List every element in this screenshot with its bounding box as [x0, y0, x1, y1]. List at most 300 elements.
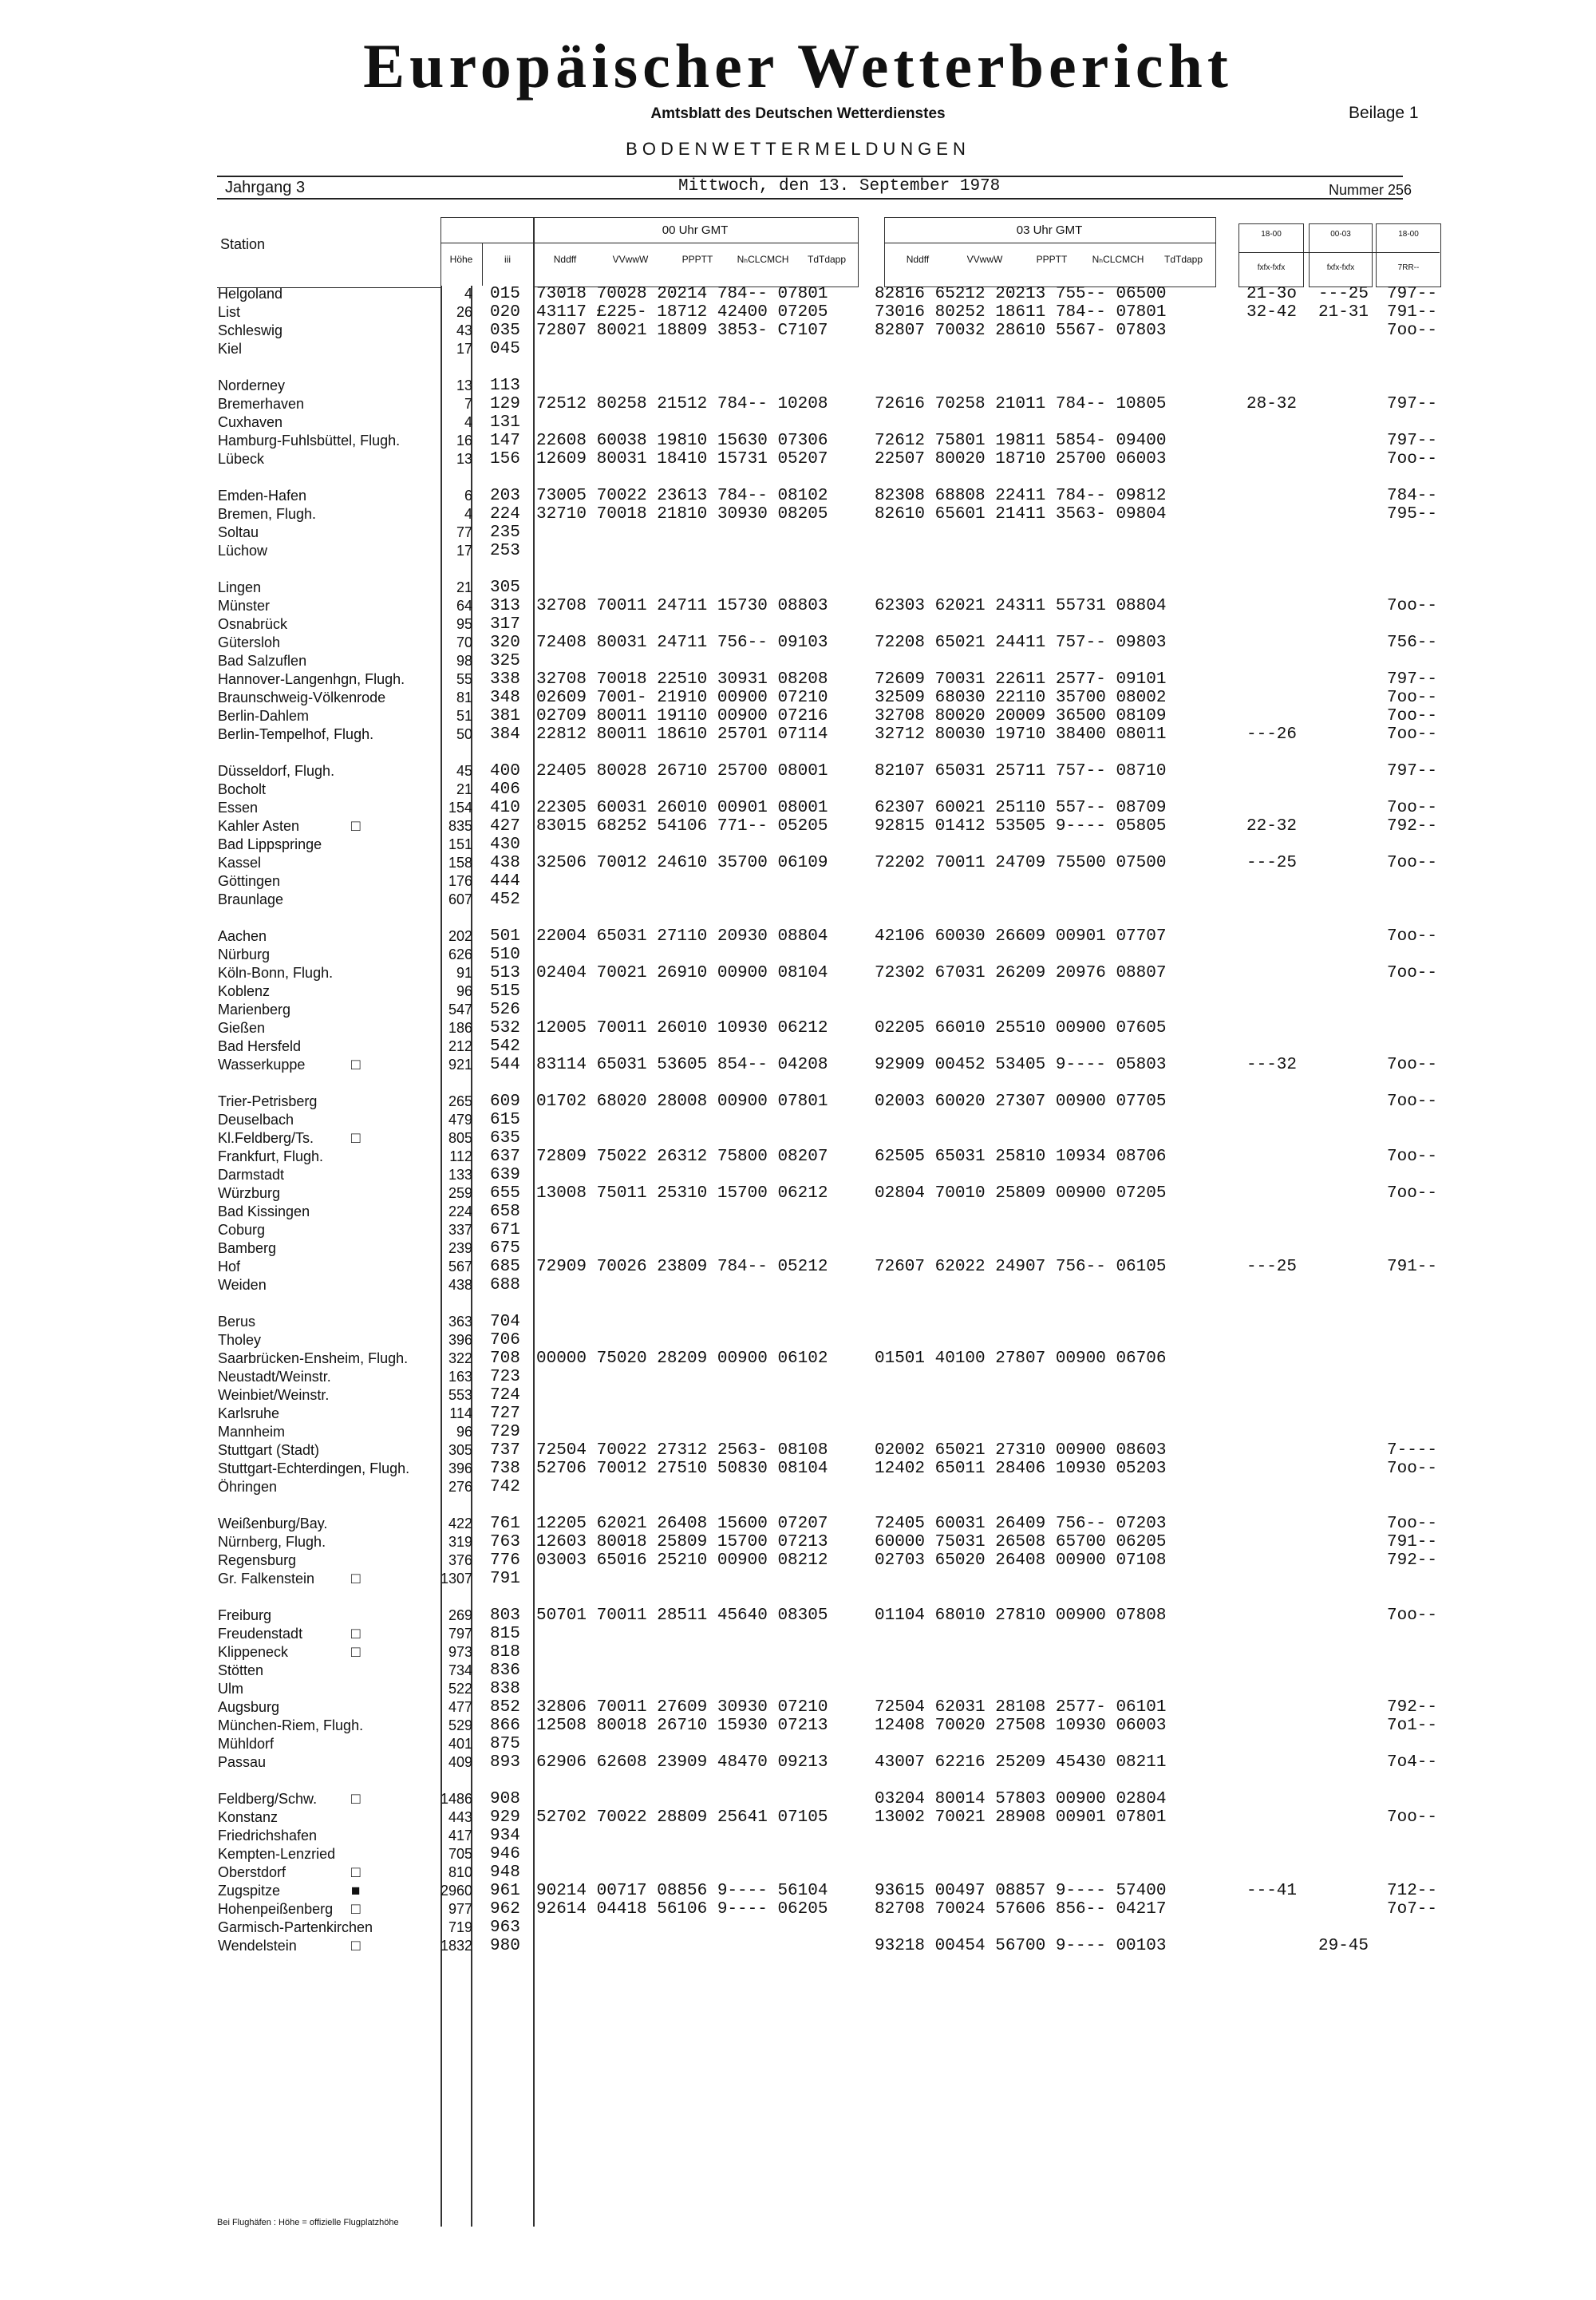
- precip-18-00: 791--: [1387, 1533, 1438, 1551]
- station-iii: 708: [490, 1350, 520, 1368]
- station-name: Coburg: [218, 1222, 266, 1238]
- station-name: Stötten: [218, 1662, 264, 1678]
- gust-18-00: 21-3o: [1246, 285, 1298, 303]
- station-name: Neustadt/Weinstr.: [218, 1369, 331, 1385]
- report-00-gmt: 32806 70011 27609 30930 07210: [536, 1698, 828, 1717]
- station-name: Hannover-Langenhgn, Flugh.: [218, 671, 405, 687]
- precip-18-00: 792--: [1387, 817, 1438, 836]
- station-name: Berlin-Dahlem: [218, 708, 310, 724]
- station-iii: 515: [490, 982, 520, 1001]
- col00-vvwww: VVwwW: [612, 254, 649, 265]
- report-00-gmt: 22812 80011 18610 25701 07114: [536, 725, 828, 744]
- precip-18-00: 7oo--: [1387, 927, 1438, 946]
- report-03-gmt: 72302 67031 26209 20976 08807: [875, 964, 1167, 982]
- col00-tdtd: TdTdapp: [807, 254, 847, 265]
- station-iii: 836: [490, 1662, 520, 1680]
- precip-18-00: 792--: [1387, 1551, 1438, 1570]
- gust-00-03: 29-45: [1318, 1937, 1369, 1955]
- precip-18-00: 797--: [1387, 762, 1438, 780]
- report-03-gmt: 92815 01412 53505 9---- 05805: [875, 817, 1167, 836]
- rr-code: 7RR--: [1397, 263, 1420, 272]
- precip-18-00: 7oo--: [1387, 322, 1438, 340]
- report-03-gmt: 82708 70024 57606 856-- 04217: [875, 1900, 1167, 1919]
- report-00-gmt: 62906 62608 23909 48470 09213: [536, 1753, 828, 1772]
- section-title: BODENWETTERMELDUNGEN: [626, 139, 970, 159]
- station-hoehe: 43: [456, 322, 472, 338]
- station-name: Bamberg: [218, 1240, 277, 1256]
- report-03-gmt: 60000 75031 26508 65700 06205: [875, 1533, 1167, 1551]
- station-hoehe: 259: [448, 1185, 472, 1201]
- report-03-gmt: 72202 70011 24709 75500 07500: [875, 854, 1167, 872]
- date-rule: [217, 198, 1403, 200]
- report-03-gmt: 72405 60031 26409 756-- 07203: [875, 1515, 1167, 1533]
- station-hoehe: 2960: [440, 1883, 472, 1899]
- station-mountain-icon: □: [351, 1901, 361, 1918]
- station-hoehe: 337: [448, 1222, 472, 1238]
- station-iii: 929: [490, 1808, 520, 1827]
- station-hoehe: 77: [456, 524, 472, 540]
- station-hoehe: 626: [448, 946, 472, 962]
- report-00-gmt: 52706 70012 27510 50830 08104: [536, 1460, 828, 1478]
- station-iii: 325: [490, 652, 520, 670]
- station-iii: 338: [490, 670, 520, 689]
- report-03-gmt: 13002 70021 28908 00901 07801: [875, 1808, 1167, 1827]
- report-00-gmt: 13008 75011 25310 15700 06212: [536, 1184, 828, 1203]
- report-00-gmt: 12205 62021 26408 15600 07207: [536, 1515, 828, 1533]
- station-iii: 866: [490, 1717, 520, 1735]
- precip-18-00: 756--: [1387, 634, 1438, 652]
- station-hoehe: 16: [456, 433, 472, 449]
- gust1-period: 18-00: [1261, 230, 1282, 239]
- report-00-gmt: 73018 70028 20214 784-- 07801: [536, 285, 828, 303]
- station-name: Tholey: [218, 1332, 262, 1348]
- station-name: Regensburg: [218, 1552, 297, 1568]
- station-name: Gütersloh: [218, 634, 281, 650]
- station-iii: 738: [490, 1460, 520, 1478]
- col03-clouds: NₕCLCMCH: [1092, 254, 1144, 265]
- station-name: Aachen: [218, 928, 267, 944]
- station-hoehe: 51: [456, 708, 472, 724]
- gust2-code: fxfx-fxfx: [1326, 263, 1355, 272]
- report-00-gmt: 22305 60031 26010 00901 08001: [536, 799, 828, 817]
- report-00-gmt: 50701 70011 28511 45640 08305: [536, 1606, 828, 1625]
- report-03-gmt: 02002 65021 27310 00900 08603: [875, 1441, 1167, 1460]
- station-name: Bocholt: [218, 781, 267, 797]
- station-name: Osnabrück: [218, 616, 288, 632]
- station-name: Karlsruhe: [218, 1405, 280, 1421]
- gust1-code: fxfx-fxfx: [1257, 263, 1286, 272]
- gust-18-00: ---41: [1246, 1882, 1298, 1900]
- station-iii: 671: [490, 1221, 520, 1239]
- station-name: Lübeck: [218, 451, 265, 467]
- station-name: Bad Hersfeld: [218, 1038, 302, 1054]
- station-hoehe: 322: [448, 1350, 472, 1366]
- report-00-gmt: 12603 80018 25809 15700 07213: [536, 1533, 828, 1551]
- station-hoehe: 438: [448, 1277, 472, 1293]
- station-hoehe: 13: [456, 377, 472, 393]
- station-hoehe: 1307: [440, 1571, 472, 1587]
- station-hoehe: 154: [448, 800, 472, 816]
- station-iii: 706: [490, 1331, 520, 1350]
- station-name: Bremen, Flugh.: [218, 506, 317, 522]
- station-iii: 791: [490, 1570, 520, 1588]
- precip-18-00: 7oo--: [1387, 1460, 1438, 1478]
- station-hoehe: 396: [448, 1332, 472, 1348]
- station-name: Köln-Bonn, Flugh.: [218, 965, 334, 981]
- precip-18-00: 797--: [1387, 432, 1438, 450]
- station-hoehe: 96: [456, 1424, 472, 1440]
- station-iii: 655: [490, 1184, 520, 1203]
- station-hoehe: 91: [456, 965, 472, 981]
- station-mountain-icon: □: [351, 1864, 361, 1881]
- group-03-header: 03 Uhr GMT: [1016, 223, 1083, 237]
- station-hoehe: 973: [448, 1644, 472, 1660]
- station-iii: 510: [490, 946, 520, 964]
- station-iii: 675: [490, 1239, 520, 1258]
- station-iii: 852: [490, 1698, 520, 1717]
- report-03-gmt: 62505 65031 25810 10934 08706: [875, 1148, 1167, 1166]
- station-iii: 685: [490, 1258, 520, 1276]
- station-name: Cuxhaven: [218, 414, 283, 430]
- precip-18-00: 7oo--: [1387, 964, 1438, 982]
- report-03-gmt: 92909 00452 53405 9---- 05803: [875, 1056, 1167, 1074]
- station-name: Gießen: [218, 1020, 266, 1036]
- station-name: Hohenpeißenberg: [218, 1901, 334, 1917]
- station-hoehe: 607: [448, 891, 472, 907]
- station-iii: 609: [490, 1093, 520, 1111]
- report-03-gmt: 32509 68030 22110 35700 08002: [875, 689, 1167, 707]
- station-iii: 704: [490, 1313, 520, 1331]
- station-mountain-icon: □: [351, 818, 361, 835]
- station-iii: 526: [490, 1001, 520, 1019]
- station-hoehe: 13: [456, 451, 472, 467]
- station-iii: 962: [490, 1900, 520, 1919]
- station-hoehe: 443: [448, 1809, 472, 1825]
- report-00-gmt: 22004 65031 27110 20930 08804: [536, 927, 828, 946]
- gust-18-00: 28-32: [1246, 395, 1298, 413]
- report-00-gmt: 32708 70011 24711 15730 08803: [536, 597, 828, 615]
- report-00-gmt: 02404 70021 26910 00900 08104: [536, 964, 828, 982]
- station-hoehe: 276: [448, 1479, 472, 1495]
- station-hoehe: 4: [464, 506, 472, 522]
- station-name: Freudenstadt: [218, 1626, 303, 1642]
- station-name: Ulm: [218, 1681, 243, 1697]
- precip-18-00: 797--: [1387, 285, 1438, 303]
- station-iii: 637: [490, 1148, 520, 1166]
- report-03-gmt: 72504 62031 28108 2577- 06101: [875, 1698, 1167, 1717]
- station-name: Essen: [218, 800, 259, 816]
- station-name: Wendelstein: [218, 1938, 297, 1954]
- col03-nddff: Nddff: [906, 254, 930, 265]
- station-mountain-icon: □: [351, 1130, 361, 1147]
- station-hoehe: 363: [448, 1314, 472, 1330]
- station-name: Schleswig: [218, 322, 283, 338]
- station-name: Soltau: [218, 524, 259, 540]
- station-hoehe: 21: [456, 579, 472, 595]
- rr-period: 18-00: [1398, 230, 1419, 239]
- station-hoehe: 21: [456, 781, 472, 797]
- station-name: Bremerhaven: [218, 396, 305, 412]
- report-00-gmt: 32708 70018 22510 30931 08208: [536, 670, 828, 689]
- station-hoehe: 734: [448, 1662, 472, 1678]
- station-hoehe: 319: [448, 1534, 472, 1550]
- station-hoehe: 409: [448, 1754, 472, 1770]
- report-00-gmt: 90214 00717 08856 9---- 56104: [536, 1882, 828, 1900]
- station-iii: 410: [490, 799, 520, 817]
- station-hoehe: 45: [456, 763, 472, 779]
- station-name: Hof: [218, 1259, 241, 1274]
- station-hoehe: 95: [456, 616, 472, 632]
- station-hoehe: 477: [448, 1699, 472, 1715]
- station-iii: 444: [490, 872, 520, 891]
- station-hoehe: 567: [448, 1259, 472, 1274]
- report-03-gmt: 32708 80020 20009 36500 08109: [875, 707, 1167, 725]
- report-00-gmt: 32710 70018 21810 30930 08205: [536, 505, 828, 524]
- station-iii: 113: [490, 377, 520, 395]
- station-iii: 320: [490, 634, 520, 652]
- report-00-gmt: 12005 70011 26010 10930 06212: [536, 1019, 828, 1037]
- report-03-gmt: 82807 70032 28610 5567- 07803: [875, 322, 1167, 340]
- station-iii: 020: [490, 303, 520, 322]
- station-name: Münster: [218, 598, 271, 614]
- station-iii: 544: [490, 1056, 520, 1074]
- report-00-gmt: 12508 80018 26710 15930 07213: [536, 1717, 828, 1735]
- precip-18-00: 7oo--: [1387, 450, 1438, 468]
- station-iii: 961: [490, 1882, 520, 1900]
- station-iii: 948: [490, 1863, 520, 1882]
- station-name: Berus: [218, 1314, 256, 1330]
- station-iii: 501: [490, 927, 520, 946]
- station-hoehe: 705: [448, 1846, 472, 1862]
- station-iii: 724: [490, 1386, 520, 1405]
- station-hoehe: 376: [448, 1552, 472, 1568]
- col00-ppptt: PPPTT: [681, 254, 713, 265]
- report-03-gmt: 03204 80014 57803 00900 02804: [875, 1790, 1167, 1808]
- station-iii: 381: [490, 707, 520, 725]
- station-hoehe: 797: [448, 1626, 472, 1642]
- station-iii: 908: [490, 1790, 520, 1808]
- precip-18-00: 7oo--: [1387, 1184, 1438, 1203]
- station-name: Kl.Feldberg/Ts.: [218, 1130, 314, 1146]
- report-00-gmt: 12609 80031 18410 15731 05207: [536, 450, 828, 468]
- station-name: Augsburg: [218, 1699, 280, 1715]
- station-iii: 129: [490, 395, 520, 413]
- gust-header-rule: [1238, 252, 1440, 253]
- station-hoehe: 96: [456, 983, 472, 999]
- station-hoehe: 151: [448, 836, 472, 852]
- station-hoehe: 4: [464, 414, 472, 430]
- station-iii: 761: [490, 1515, 520, 1533]
- station-name: Deuselbach: [218, 1112, 294, 1128]
- col03-vvwww: VVwwW: [966, 254, 1003, 265]
- precip-18-00: 7oo--: [1387, 1056, 1438, 1074]
- report-00-gmt: 72504 70022 27312 2563- 08108: [536, 1441, 828, 1460]
- station-iii: 727: [490, 1405, 520, 1423]
- station-iii: 742: [490, 1478, 520, 1496]
- precip-18-00: 7oo--: [1387, 1093, 1438, 1111]
- station-hoehe: 114: [449, 1405, 472, 1421]
- beilage-label: Beilage 1: [1349, 104, 1419, 122]
- station-name: Kempten-Lenzried: [218, 1846, 336, 1862]
- precip-18-00: 791--: [1387, 303, 1438, 322]
- station-hoehe: 133: [448, 1167, 472, 1183]
- report-00-gmt: 72909 70026 23809 784-- 05212: [536, 1258, 828, 1276]
- station-iii: 729: [490, 1423, 520, 1441]
- precip-18-00: 7oo--: [1387, 707, 1438, 725]
- report-00-gmt: 52702 70022 28809 25641 07105: [536, 1808, 828, 1827]
- station-name: Konstanz: [218, 1809, 279, 1825]
- report-03-gmt: 22507 80020 18710 25700 06003: [875, 450, 1167, 468]
- report-03-gmt: 72607 62022 24907 756-- 06105: [875, 1258, 1167, 1276]
- station-iii: 963: [490, 1919, 520, 1937]
- report-03-gmt: 82816 65212 20213 755-- 06500: [875, 285, 1167, 303]
- station-column-header: Station: [220, 236, 266, 252]
- station-name: Passau: [218, 1754, 267, 1770]
- hoehe-iii-header-box: [440, 217, 535, 287]
- report-00-gmt: 02709 80011 19110 00900 07216: [536, 707, 828, 725]
- station-iii: 980: [490, 1937, 520, 1955]
- station-name: Öhringen: [218, 1479, 278, 1495]
- station-iii: 893: [490, 1753, 520, 1772]
- station-iii: 035: [490, 322, 520, 340]
- station-name: Norderney: [218, 377, 286, 393]
- precip-18-00: 7o7--: [1387, 1900, 1438, 1919]
- station-name: Weißenburg/Bay.: [218, 1516, 328, 1531]
- station-name: Weinbiet/Weinstr.: [218, 1387, 330, 1403]
- precip-18-00: 7oo--: [1387, 725, 1438, 744]
- station-name: Koblenz: [218, 983, 271, 999]
- report-03-gmt: 72616 70258 21011 784-- 10805: [875, 395, 1167, 413]
- report-03-gmt: 93615 00497 08857 9---- 57400: [875, 1882, 1167, 1900]
- report-00-gmt: 32506 70012 24610 35700 06109: [536, 854, 828, 872]
- station-name: Hamburg-Fuhlsbüttel, Flugh.: [218, 433, 401, 449]
- report-03-gmt: 72609 70031 22611 2577- 09101: [875, 670, 1167, 689]
- station-iii: 147: [490, 432, 520, 450]
- station-hoehe: 17: [456, 341, 472, 357]
- station-hoehe: 547: [448, 1002, 472, 1018]
- report-03-gmt: 42106 60030 26609 00901 07707: [875, 927, 1167, 946]
- station-name: Nürnberg, Flugh.: [218, 1534, 326, 1550]
- station-name: Bad Kissingen: [218, 1203, 310, 1219]
- station-name: Weiden: [218, 1277, 267, 1293]
- station-iii: 430: [490, 836, 520, 854]
- report-00-gmt: 72408 80031 24711 756-- 09103: [536, 634, 828, 652]
- station-hoehe: 977: [448, 1901, 472, 1917]
- station-mountain-icon: □: [351, 1644, 361, 1661]
- hoehe-header: Höhe: [449, 254, 473, 265]
- station-mountain-icon: □: [351, 1791, 361, 1808]
- station-hoehe: 64: [456, 598, 472, 614]
- station-iii: 384: [490, 725, 520, 744]
- station-name: Klippeneck: [218, 1644, 289, 1660]
- station-iii: 658: [490, 1203, 520, 1221]
- report-03-gmt: 72208 65021 24411 757-- 09803: [875, 634, 1167, 652]
- date-line: Mittwoch, den 13. September 1978: [678, 177, 1001, 196]
- report-03-gmt: 62303 62021 24311 55731 08804: [875, 597, 1167, 615]
- station-iii: 406: [490, 780, 520, 799]
- station-hoehe: 163: [448, 1369, 472, 1385]
- station-iii: 615: [490, 1111, 520, 1129]
- report-03-gmt: 02003 60020 27307 00900 07705: [875, 1093, 1167, 1111]
- station-hoehe: 98: [456, 653, 472, 669]
- precip-18-00: 7o4--: [1387, 1753, 1438, 1772]
- station-name: Wasserkuppe: [218, 1057, 306, 1073]
- station-iii: 438: [490, 854, 520, 872]
- report-03-gmt: 32712 80030 19710 38400 08011: [875, 725, 1167, 744]
- report-03-gmt: 12408 70020 27508 10930 06003: [875, 1717, 1167, 1735]
- station-name: Freiburg: [218, 1607, 272, 1623]
- group-00-header: 00 Uhr GMT: [662, 223, 729, 237]
- report-03-gmt: 82107 65031 25711 757-- 08710: [875, 762, 1167, 780]
- report-00-gmt: 22405 80028 26710 25700 08001: [536, 762, 828, 780]
- station-hoehe: 158: [448, 855, 472, 871]
- station-iii: 838: [490, 1680, 520, 1698]
- precip-18-00: 712--: [1387, 1882, 1438, 1900]
- station-name: Oberstdorf: [218, 1864, 286, 1880]
- station-iii: 803: [490, 1606, 520, 1625]
- station-hoehe: 186: [448, 1020, 472, 1036]
- station-iii: 532: [490, 1019, 520, 1037]
- station-name: Frankfurt, Flugh.: [218, 1148, 324, 1164]
- station-hoehe: 305: [448, 1442, 472, 1458]
- station-hoehe: 17: [456, 543, 472, 559]
- precip-18-00: 7oo--: [1387, 1606, 1438, 1625]
- station-name: Zugspitze: [218, 1883, 281, 1899]
- report-00-gmt: 02609 7001- 21910 00900 07210: [536, 689, 828, 707]
- footnote: Bei Flughäfen : Höhe = offizielle Flugplatzhöhe: [217, 2218, 399, 2227]
- station-iii: 513: [490, 964, 520, 982]
- station-iii: 015: [490, 285, 520, 303]
- gust-00-03: 21-31: [1318, 303, 1369, 322]
- station-hoehe: 835: [448, 818, 472, 834]
- station-hoehe: 239: [448, 1240, 472, 1256]
- precip-18-00: 7oo--: [1387, 854, 1438, 872]
- col00-nddff: Nddff: [553, 254, 577, 265]
- report-00-gmt: 83015 68252 54106 771-- 05205: [536, 817, 828, 836]
- station-hoehe: 212: [448, 1038, 472, 1054]
- station-name: Kiel: [218, 341, 243, 357]
- station-hoehe: 479: [448, 1112, 472, 1128]
- col03-tdtd: TdTdapp: [1163, 254, 1203, 265]
- report-03-gmt: 82610 65601 21411 3563- 09804: [875, 505, 1167, 524]
- station-hoehe: 112: [449, 1148, 472, 1164]
- station-iii: 305: [490, 579, 520, 597]
- gust-18-00: ---25: [1246, 1258, 1298, 1276]
- station-iii: 946: [490, 1845, 520, 1863]
- gust2-period: 00-03: [1330, 230, 1351, 239]
- station-hoehe: 224: [448, 1203, 472, 1219]
- station-iii: 452: [490, 891, 520, 909]
- station-name: List: [218, 304, 241, 320]
- station-iii: 253: [490, 542, 520, 560]
- report-00-gmt: 72809 75022 26312 75800 08207: [536, 1148, 828, 1166]
- gust-18-00: ---25: [1246, 854, 1298, 872]
- precip-18-00: 7oo--: [1387, 1808, 1438, 1827]
- report-03-gmt: 01501 40100 27807 00900 06706: [875, 1350, 1167, 1368]
- station-iii: 737: [490, 1441, 520, 1460]
- station-mountain-icon: □: [351, 1938, 361, 1954]
- subtitle: Amtsblatt des Deutschen Wetterdienstes: [650, 105, 946, 122]
- report-03-gmt: 73016 80252 18611 784-- 07801: [875, 303, 1167, 322]
- station-hoehe: 265: [448, 1093, 472, 1109]
- gust-18-00: 22-32: [1246, 817, 1298, 836]
- precip-18-00: 7oo--: [1387, 1148, 1438, 1166]
- col03-ppptt: PPPTT: [1036, 254, 1068, 265]
- station-mountain-icon: □: [351, 1057, 361, 1073]
- station-name: Feldberg/Schw.: [218, 1791, 318, 1807]
- station-hoehe: 4: [464, 286, 472, 302]
- station-hoehe: 1486: [440, 1791, 472, 1807]
